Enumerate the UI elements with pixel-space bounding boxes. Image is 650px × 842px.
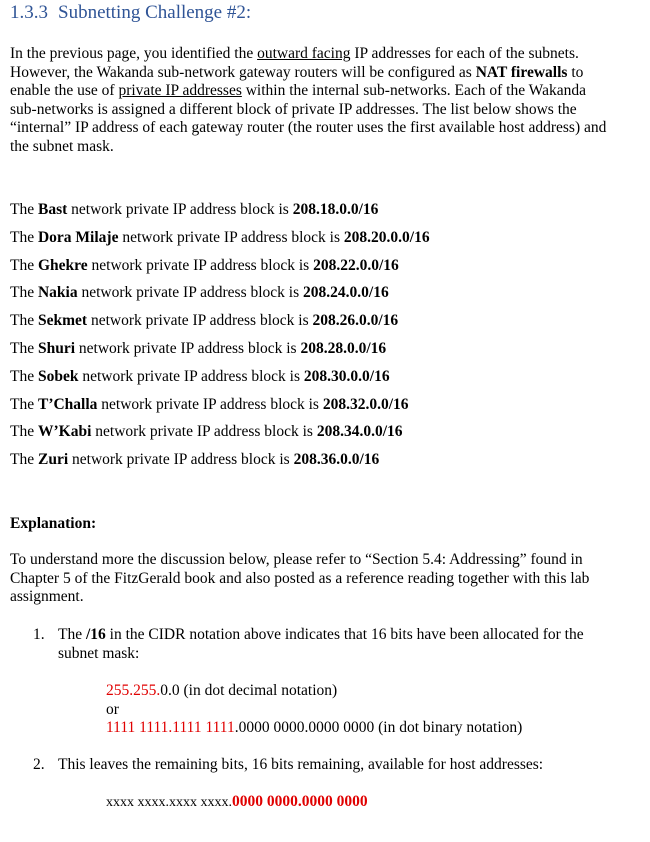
network-name: Dora Milaje <box>37 228 119 246</box>
explanation-heading: Explanation: <box>10 515 97 532</box>
ip-block: 208.22.0.0/16 <box>313 256 399 274</box>
private-ip-link[interactable]: private IP addresses <box>118 82 242 100</box>
mask-host-part: 0.0 (in dot decimal notation) <box>160 682 338 699</box>
ip-block: 208.28.0.0/16 <box>300 339 387 357</box>
address-block-list <box>10 200 430 478</box>
network-name: Sekmet <box>37 312 88 330</box>
network-name: W’Kabi <box>37 423 92 441</box>
address-block-row: The Sekmet network private IP address block is 208.26.0.0/16 <box>10 312 399 330</box>
address-block-row: The Dora Milaje network private IP address block is 208.20.0.0/16 <box>10 228 430 246</box>
intro-paragraph <box>10 45 615 157</box>
address-block-row: The Nakia network private IP address block is 208.24.0.0/16 <box>10 284 389 302</box>
mask-dot-decimal <box>106 682 337 701</box>
host-zero-bits: 0000 0000.0000 0000 <box>232 793 368 810</box>
item-text: This leaves the remaining bits, 16 bits remaining, available for host addresses: <box>58 756 544 773</box>
network-name: T’Challa <box>37 395 98 413</box>
numbered-item <box>33 756 618 775</box>
network-placeholder-bits: xxxx xxxx.xxxx xxxx. <box>106 795 232 810</box>
item-marker: 2. <box>33 756 45 773</box>
address-block-row: The Zuri network private IP address block is 208.36.0.0/16 <box>10 451 380 469</box>
numbered-item <box>33 626 618 663</box>
address-block-row: The Ghekre network private IP address block is 208.22.0.0/16 <box>10 256 399 274</box>
section-title: Subnetting Challenge #2: <box>58 2 252 23</box>
mask-dot-binary <box>106 719 522 738</box>
ip-block: 208.30.0.0/16 <box>303 367 390 385</box>
item-marker: 1. <box>33 626 45 643</box>
cidr-suffix: /16 <box>85 626 106 643</box>
intro-text: within the internal sub-networks. Each of the Wakanda sub-networks is assigned a different block of private IP addresses. The list below shows the “internal” IP address of each gateway router (the router uses the first available host address) and the subnet mask. <box>10 82 607 155</box>
or-separator: or <box>106 701 119 718</box>
ip-block: 208.32.0.0/16 <box>322 395 409 413</box>
ip-block: 208.20.0.0/16 <box>343 228 430 246</box>
mask-host-bits: .0000 0000.0000 0000 (in dot binary notation) <box>234 719 523 736</box>
ip-block: 208.26.0.0/16 <box>312 312 399 330</box>
network-name: Bast <box>37 201 68 218</box>
section-heading <box>10 2 251 24</box>
address-block-row: The Shuri network private IP address block is 208.28.0.0/16 <box>10 339 387 357</box>
address-block-row: The W’Kabi network private IP address block is 208.34.0.0/16 <box>10 423 403 441</box>
mask-network-bits: 1111 1111.1111 1111 <box>106 719 235 736</box>
ip-block: 208.24.0.0/16 <box>303 284 389 302</box>
intro-text: to enable the use of <box>10 63 584 100</box>
item-text: The /16 in the CIDR notation above indicates that 16 bits have been allocated for the subnet mask: <box>58 626 584 662</box>
ip-block: 208.18.0.0/16 <box>292 201 379 218</box>
nat-firewalls-term: NAT firewalls <box>475 63 568 81</box>
network-name: Nakia <box>37 284 78 302</box>
intro-text: In the previous page, you identified the <box>10 45 258 62</box>
ip-block: 208.34.0.0/16 <box>316 423 403 441</box>
section-number: 1.3.3 <box>10 2 48 23</box>
mask-network-part: 255.255. <box>106 682 161 699</box>
intro-text: IP addresses for each of the subnets. However, the Wakanda sub-network gateway routers will be configured as <box>10 45 579 81</box>
address-block-row: The Bast network private IP address block is 208.18.0.0/16 <box>10 201 379 218</box>
network-name: Ghekre <box>37 256 88 274</box>
network-name: Sobek <box>37 367 79 385</box>
address-block-row: The Sobek network private IP address block is 208.30.0.0/16 <box>10 367 390 385</box>
host-bits-pattern <box>106 793 368 813</box>
outward-facing-link[interactable]: outward facing <box>257 45 351 62</box>
explanation-paragraph: To understand more the discussion below, please refer to “Section 5.4: Addressing” found in Chapter 5 of the FitzGerald book and also posted as a reference reading together with this lab assignment. <box>10 551 590 606</box>
network-name: Shuri <box>37 339 76 357</box>
network-name: Zuri <box>37 451 69 469</box>
ip-block: 208.36.0.0/16 <box>293 451 380 469</box>
address-block-row: The T’Challa network private IP address block is 208.32.0.0/16 <box>10 395 409 413</box>
